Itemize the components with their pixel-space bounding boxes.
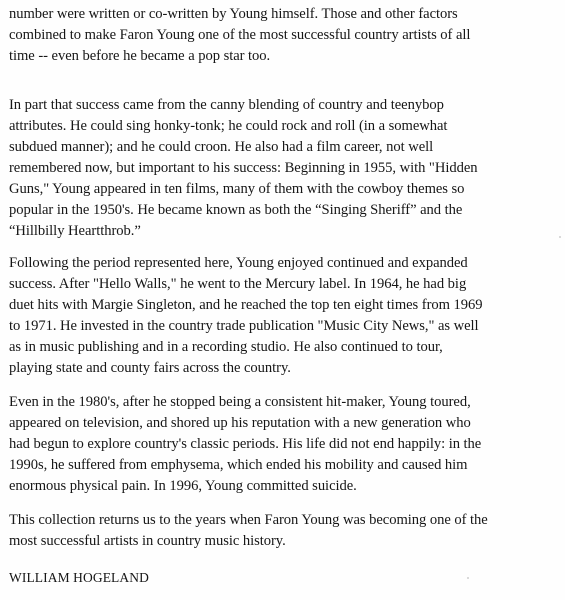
paragraph-line: This collection returns us to the years when Faron Young was becoming one of the: [9, 512, 488, 528]
paragraph-line: to 1971. He invested in the country trade publication "Music City News," as well: [9, 318, 479, 334]
paragraph-line: duet hits with Margie Singleton, and he reached the top ten eight times from 1969: [9, 297, 483, 313]
paragraph-line: as in music publishing and in a recording studio. He also continued to tour,: [9, 339, 443, 355]
paragraph-line: success. After "Hello Walls," he went to the Mercury label. In 1964, he had big: [9, 276, 467, 292]
paragraph-line: had begun to explore country's classic periods. His life did not end happily: in the: [9, 436, 482, 452]
paragraph-line: 1990s, he suffered from emphysema, which ended his mobility and caused him: [9, 457, 468, 473]
paragraph-line: attributes. He could sing honky-tonk; he could rock and roll (in a somewhat: [9, 118, 448, 134]
paragraph-2: [9, 95, 551, 242]
paragraph-line: time -- even before he became a pop star too.: [9, 48, 271, 64]
paragraph-1: [9, 4, 551, 67]
paragraph-line: most successful artists in country music history.: [9, 533, 286, 549]
paragraph-4: [9, 392, 551, 497]
paragraph-line: Even in the 1980's, after he stopped being a consistent hit-maker, Young toured,: [9, 394, 471, 410]
paragraph-line: combined to make Faron Young one of the most successful country artists of all: [9, 27, 471, 43]
paragraph-line: “Hillbilly Heartthrob.”: [9, 223, 141, 239]
author-signature: WILLIAM HOGELAND: [9, 570, 149, 585]
paragraph-line: In part that success came from the canny blending of country and teenybop: [9, 97, 444, 113]
paragraph-line: number were written or co-written by Young himself. Those and other factors: [9, 6, 458, 22]
paragraph-line: subdued manner); and he could croon. He also had a film career, not well: [9, 139, 434, 155]
scan-speck: [559, 236, 561, 238]
scan-speck: [467, 577, 469, 579]
paragraph-line: appeared on television, and shored up his reputation with a new generation who: [9, 415, 471, 431]
paragraph-line: playing state and county fairs across the country.: [9, 360, 291, 376]
paragraph-3: [9, 253, 551, 379]
paragraph-line: enormous physical pain. In 1996, Young committed suicide.: [9, 478, 357, 494]
paragraph-line: popular in the 1950's. He became known as both the “Singing Sheriff” and the: [9, 202, 463, 218]
paragraph-line: remembered now, but important to his success: Beginning in 1955, with "Hidden: [9, 160, 478, 176]
paragraph-line: Guns," Young appeared in ten films, many of them with the cowboy themes so: [9, 181, 465, 197]
paragraph-5: [9, 510, 551, 552]
paragraph-line: Following the period represented here, Young enjoyed continued and expanded: [9, 255, 468, 271]
